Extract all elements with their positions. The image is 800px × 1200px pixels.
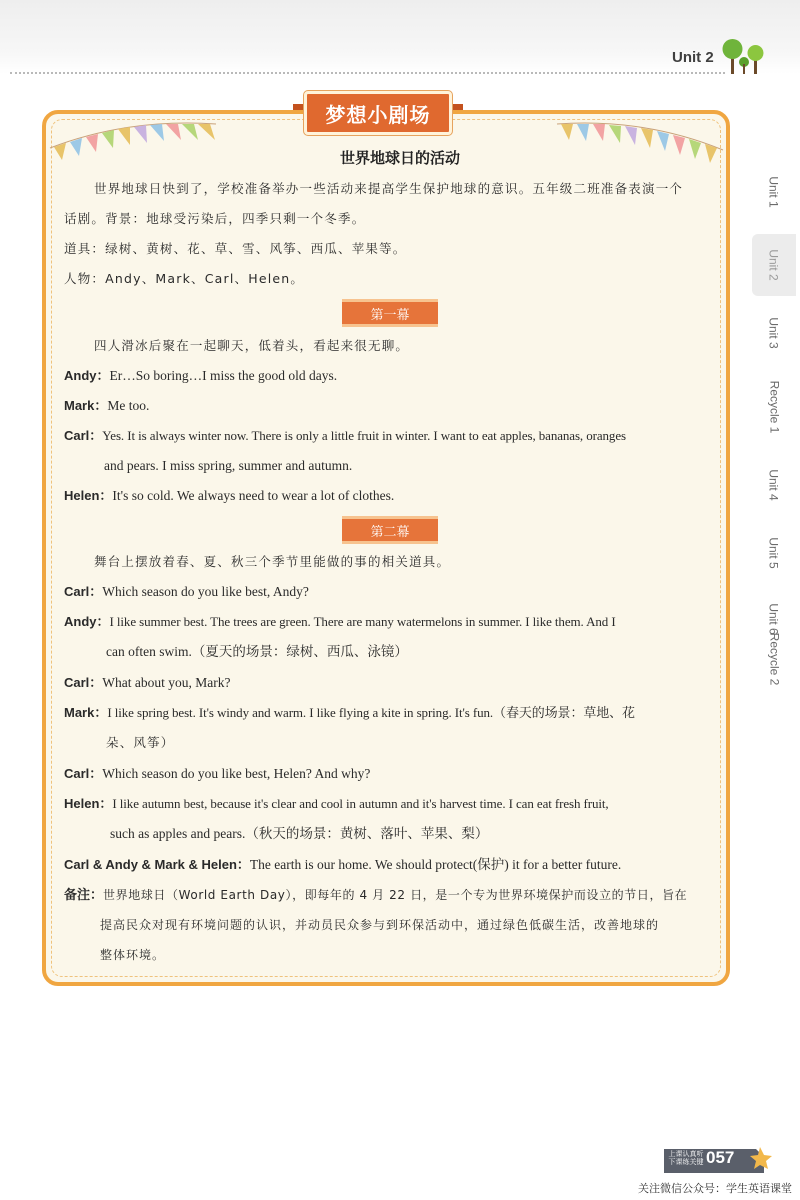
tab-unit-3[interactable]: Unit 3 xyxy=(766,317,781,349)
dialogue-line: Carl：Which season do you like best, Helen? And why? xyxy=(64,766,371,781)
props-line: 道具：绿树、黄树、花、草、雪、风筝、西瓜、苹果等。 xyxy=(64,241,407,256)
page-tag-text: 上课认真听 下课练关键 xyxy=(668,1150,704,1166)
act-1-label: 第一幕 xyxy=(342,299,438,327)
trees-icon xyxy=(720,36,772,76)
tab-unit-1[interactable]: Unit 1 xyxy=(766,176,781,208)
tab-unit-6[interactable]: Unit 6 xyxy=(766,603,781,635)
dialogue-line: Carl：Which season do you like best, Andy? xyxy=(64,584,309,599)
dialogue-continuation: and pears. I miss spring, summer and autumn. xyxy=(104,458,353,473)
tab-unit-4[interactable]: Unit 4 xyxy=(766,469,781,501)
dialogue-line: Helen：I like autumn best, because it's clear and cool in autumn and it's harvest time. I can eat fresh fruit, xyxy=(64,796,609,811)
dialogue-line: Mark：Me too. xyxy=(64,398,150,413)
intro-paragraph-line-2: 话剧。背景：地球受污染后，四季只剩一个冬季。 xyxy=(64,211,366,226)
dialogue-line: Mark：I like spring best. It's windy and warm. I like flying a kite in spring. It's fun.（春天的场景：草地、花 xyxy=(64,705,635,720)
tab-unit-2[interactable]: Unit 2 xyxy=(752,234,796,296)
dialogue-line: Helen：It's so cold. We always need to wear a lot of clothes. xyxy=(64,488,395,503)
dialogue-continuation: such as apples and pears.（秋天的场景：黄树、落叶、苹果、梨） xyxy=(110,826,489,841)
unit-side-tabs xyxy=(752,156,800,696)
header-divider xyxy=(10,72,725,74)
wechat-footer-note: 关注微信公众号：学生英语课堂 xyxy=(638,1182,792,1195)
dialogue-line: Andy：I like summer best. The trees are green. There are many watermelons in summer. I like them. And I xyxy=(64,614,616,629)
note-label: 备注： xyxy=(64,887,104,902)
dialogue-line: Andy：Er…So boring…I miss the good old days. xyxy=(64,368,338,383)
note-line-3: 整体环境。 xyxy=(100,948,166,962)
dialogue-line: Carl & Andy & Mark & Helen：The earth is our home. We should protect(保护) it for a better future. xyxy=(64,857,622,872)
act-1-stage-direction: 四人滑冰后聚在一起聊天，低着头，看起来很无聊。 xyxy=(94,338,410,353)
note-line-1: 备注：世界地球日（World Earth Day），即每年的 4 月 22 日，是一个专为世界环境保护而设立的节日，旨在 xyxy=(64,887,688,902)
note-line-2: 提高民众对现有环境问题的认识，并动员民众参与到环保活动中，通过绿色低碳生活，改善地球的 xyxy=(100,918,660,932)
act-2-label: 第二幕 xyxy=(342,516,438,544)
story-title: 世界地球日的活动 xyxy=(339,149,460,167)
tab-unit-5[interactable]: Unit 5 xyxy=(766,537,781,569)
dialogue-line: Carl：What about you, Mark? xyxy=(64,675,231,690)
dialogue-continuation: 朵、风筝） xyxy=(106,735,175,750)
section-banner: 梦想小剧场 xyxy=(304,91,452,135)
unit-title: Unit 2 xyxy=(672,49,714,66)
act-2-stage-direction: 舞台上摆放着春、夏、秋三个季节里能做的事的相关道具。 xyxy=(94,554,451,569)
intro-paragraph-line-1: 世界地球日快到了，学校准备举办一些活动来提高学生保护地球的意识。五年级二班准备表演一个 xyxy=(94,181,684,196)
tab-recycle-1[interactable]: Recycle 1 xyxy=(767,380,781,434)
tab-recycle-2[interactable]: Recycle 2 xyxy=(767,632,781,686)
page-number: 057 xyxy=(706,1148,735,1167)
characters-line: 人物：Andy、Mark、Carl、Helen。 xyxy=(64,271,305,286)
dialogue-line: Carl：Yes. It is always winter now. There is only a little fruit in winter. I want to eat apples, bananas, oranges xyxy=(64,428,626,443)
dialogue-continuation: can often swim.（夏天的场景：绿树、西瓜、泳镜） xyxy=(106,644,408,659)
